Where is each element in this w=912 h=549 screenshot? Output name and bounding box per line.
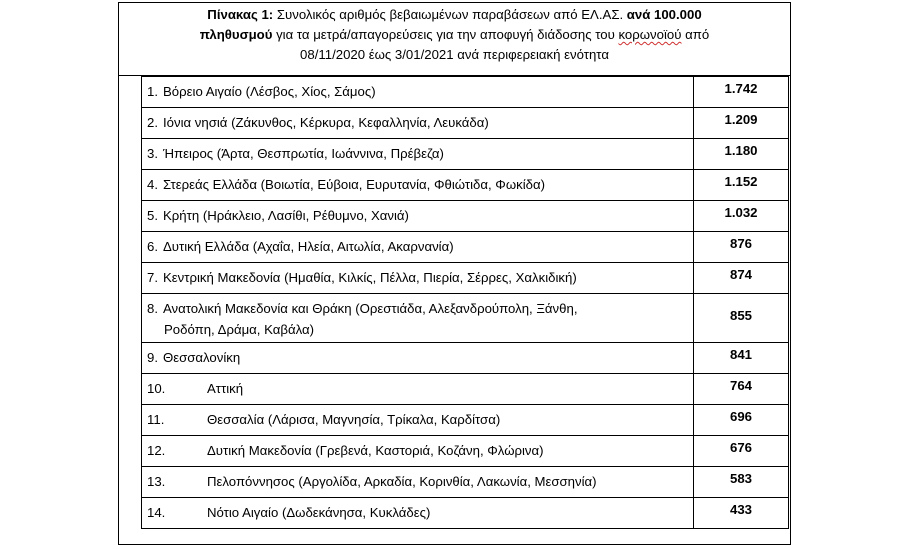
violations-value: 1.032 [724,205,758,220]
violations-value: 874 [729,267,752,282]
violations-value: 764 [729,378,752,393]
region-name: Κεντρική Μακεδονία (Ημαθία, Κιλκίς, Πέλλα, Πιερία, Σέρρες, Χαλκιδική) [163,270,577,285]
region-name: Δυτική Ελλάδα (Αχαΐα, Ηλεία, Αιτωλία, Ακαρνανία) [163,239,454,254]
region-name: Νότιο Αιγαίο (Δωδεκάνησα, Κυκλάδες) [207,505,431,520]
value-cell [694,467,789,498]
row-number: 3. [147,146,158,161]
row-number: 2. [147,115,158,130]
table-row [142,77,789,108]
violations-value: 841 [729,347,752,362]
value-cell [694,77,789,108]
caption-text-2: για τα μετρά/απαγορεύσεις για την αποφυγή διάδοσης του [272,27,619,42]
row-number: 9. [147,350,158,365]
violations-value: 1.209 [724,112,758,127]
caption-misspelled-word: κορωνοϊού [618,27,682,42]
value-cell [694,232,789,263]
value-cell [694,405,789,436]
violations-value: 433 [729,502,752,517]
value-cell [694,108,789,139]
region-name: Θεσσαλία (Λάρισα, Μαγνησία, Τρίκαλα, Καρδίτσα) [207,412,501,427]
row-number: 7. [147,270,158,285]
table-row [142,374,789,405]
caption-date-range: 08/11/2020 έως 3/01/2021 ανά περιφερειακή ενότητα [300,47,609,62]
caption-text-1: Συνολικός αριθμός βεβαιωμένων παραβάσεων από ΕΛ.ΑΣ. [273,7,627,22]
row-number: 8. [147,301,158,316]
region-cell [142,498,694,529]
value-cell [694,343,789,374]
violations-table [141,76,789,529]
caption-text-3: από [681,27,710,42]
violations-value: 583 [729,471,752,486]
violations-value: 855 [729,308,752,323]
region-cell [142,201,694,232]
violations-value: 1.152 [724,174,758,189]
caption-bold-2: πληθυσμού [199,27,273,42]
row-number: 12. [147,443,166,458]
value-cell [694,498,789,529]
value-cell [694,263,789,294]
region-cell [142,108,694,139]
table-row [142,467,789,498]
region-name-continued: Ροδόπη, Δράμα, Καβάλα) [164,322,315,337]
table-row [142,263,789,294]
row-number: 1. [147,84,158,99]
row-number: 5. [147,208,158,223]
table-row [142,436,789,467]
region-cell [142,232,694,263]
region-name: Ανατολική Μακεδονία και Θράκη (Ορεστιάδα, Αλεξανδρούπολη, Ξάνθη, [163,301,578,316]
table-row [142,170,789,201]
region-name: Κρήτη (Ηράκλειο, Λασίθι, Ρέθυμνο, Χανιά) [163,208,409,223]
region-name: Πελοπόννησος (Αργολίδα, Αρκαδία, Κορινθία, Λακωνία, Μεσσηνία) [207,474,597,489]
row-number: 13. [147,474,166,489]
table-caption [119,3,790,76]
region-name: Βόρειο Αιγαίο (Λέσβος, Χίος, Σάμος) [163,84,376,99]
region-name: Ήπειρος (Άρτα, Θεσπρωτία, Ιωάννινα, Πρέβεζα) [163,146,444,161]
table-row [142,232,789,263]
caption-label: Πίνακας 1: [207,7,274,22]
region-name: Δυτική Μακεδονία (Γρεβενά, Καστοριά, Κοζάνη, Φλώρινα) [207,443,544,458]
region-cell [142,436,694,467]
value-cell [694,170,789,201]
violations-value: 876 [729,236,752,251]
violations-value: 1.742 [724,81,758,96]
table-row [142,201,789,232]
table-row [142,108,789,139]
region-name: Ιόνια νησιά (Ζάκυνθος, Κέρκυρα, Κεφαλληνία, Λευκάδα) [163,115,489,130]
value-cell [694,374,789,405]
region-cell [142,139,694,170]
violations-value: 1.180 [724,143,758,158]
region-cell [142,405,694,436]
region-cell [142,170,694,201]
row-number: 6. [147,239,158,254]
value-cell [694,294,789,343]
table-row [142,405,789,436]
row-number: 10. [147,381,166,396]
table-row [142,498,789,529]
violations-value: 696 [729,409,752,424]
region-name: Στερεάς Ελλάδα (Βοιωτία, Εύβοια, Ευρυτανία, Φθιώτιδα, Φωκίδα) [163,177,545,192]
table-row [142,343,789,374]
table-row [142,139,789,170]
region-name: Θεσσαλονίκη [163,350,241,365]
row-number: 4. [147,177,158,192]
region-cell [142,374,694,405]
caption-bold-1: ανά 100.000 [626,7,702,22]
table-row [142,294,789,343]
region-cell [142,467,694,498]
row-number: 14. [147,505,166,520]
violations-value: 676 [729,440,752,455]
region-cell [142,263,694,294]
value-cell [694,139,789,170]
value-cell [694,436,789,467]
document-frame [118,2,791,545]
row-number: 11. [147,412,165,427]
region-cell [142,77,694,108]
value-cell [694,201,789,232]
region-cell [142,343,694,374]
region-name: Αττική [207,381,244,396]
region-cell [142,294,694,343]
